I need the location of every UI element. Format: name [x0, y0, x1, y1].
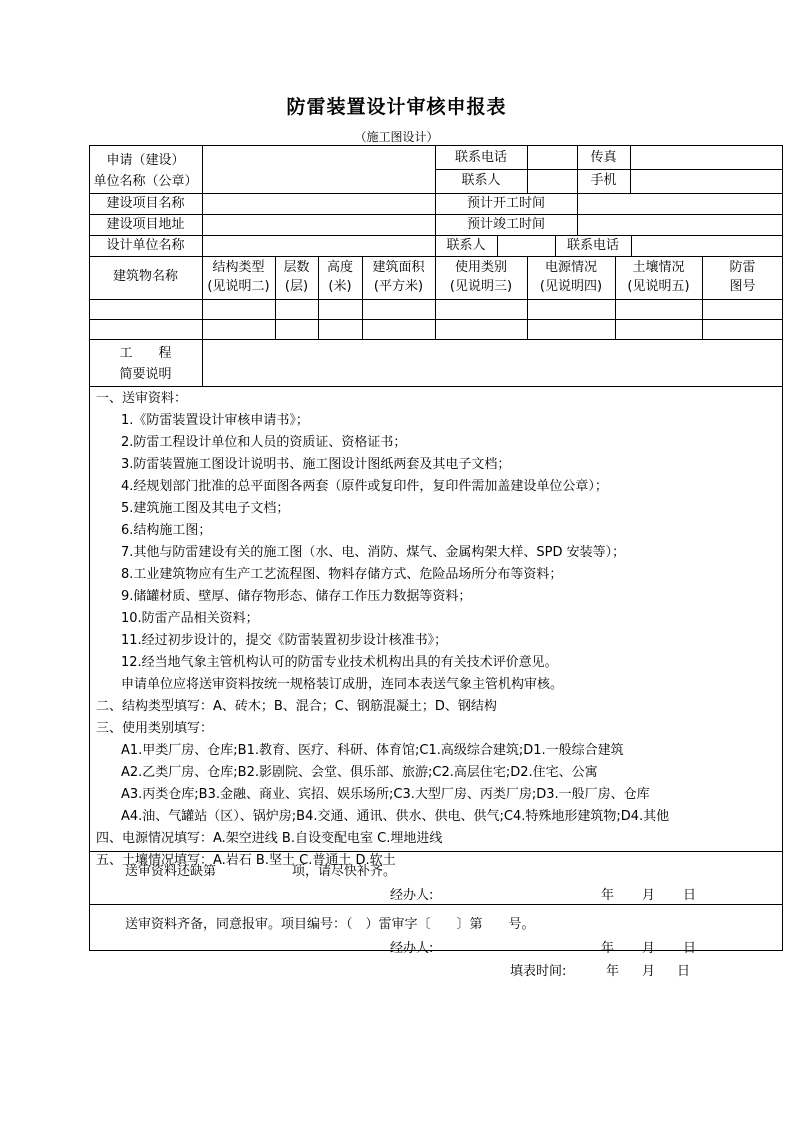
row-divider	[89, 339, 783, 340]
column-header-power: 电源情况	[544, 260, 597, 275]
row-divider	[89, 386, 783, 387]
applicant-label: 申请（建设）	[106, 153, 185, 168]
note-line: 11.经过初步设计的，提交《防雷装置初步设计核准书》；	[121, 633, 448, 648]
column-header-height: 高度	[326, 260, 353, 275]
note-line: 四、电源情况填写：A.架空进线 B.自设变配电室 C.埋地进线	[96, 831, 443, 846]
column-divider	[631, 235, 632, 256]
row-divider	[89, 235, 783, 236]
note-line: 9.储罐材质、壁厚、储存物形态、储存工作压力数据等资料；	[121, 589, 472, 604]
row-divider	[89, 214, 783, 215]
row-divider	[89, 193, 783, 194]
column-header-usage-note: (见说明三)	[449, 279, 513, 294]
contact-person-label: 联系人	[461, 173, 501, 188]
note-line: 3.防雷装置施工图设计说明书、施工图设计图纸两套及其电子文档；	[121, 457, 511, 472]
note-line: 2.防雷工程设计单位和人员的资质证、资格证书；	[121, 435, 407, 450]
note-line: 二、结构类型填写：A、砖木；B、混合；C、钢筋混凝土；D、钢结构	[96, 699, 497, 714]
column-header-height-unit: (米)	[328, 279, 352, 294]
month-label: 月	[642, 888, 656, 903]
row-divider	[89, 851, 783, 852]
note-line: A3.丙类仓库;B3.金融、商业、宾招、娱乐场所;C3.大型厂房、丙类厂房;D3.一般厂房、仓库	[121, 787, 650, 802]
note-line: 10.防雷产品相关资料；	[121, 611, 259, 626]
row-divider	[89, 299, 783, 300]
accept-text: 送审资料齐备，同意报审。项目编号：（ ）雷审字〔 〕第 号。	[125, 917, 535, 932]
column-header-area: 建筑面积	[372, 260, 425, 275]
note-line: 8.工业建筑物应有生产工艺流程图、物料存储方式、危险品场所分布等资料；	[121, 567, 563, 582]
column-header-soil: 土壤情况	[632, 260, 685, 275]
note-line: 5.建筑施工图及其电子文档；	[121, 501, 290, 516]
column-header-structure: 结构类型	[212, 260, 265, 275]
note-line: 五、土壤情况填写：A.岩石 B.坚土 C.普通土 D.软土	[96, 853, 396, 868]
day-label: 日	[683, 941, 697, 956]
note-line: A1.甲类厂房、仓库;B1.教育、医疗、科研、体育馆;C1.高级综合建筑;D1.一般综合建筑	[121, 743, 624, 758]
year-label: 年	[601, 888, 615, 903]
mobile-label: 手机	[590, 173, 617, 188]
year-label: 年	[601, 941, 615, 956]
fill-date-day: 日	[677, 964, 691, 979]
note-line: 1.《防雷装置设计审核申请书》；	[121, 413, 309, 428]
note-line: 三、使用类别填写：	[96, 721, 214, 736]
page-title: 防雷装置设计审核申报表	[286, 96, 507, 118]
column-header-building-name: 建筑物名称	[112, 269, 178, 284]
design-contact-phone-label: 联系电话	[566, 238, 619, 253]
fill-date-label: 填表时间:	[510, 964, 567, 979]
design-contact-person-label: 联系人	[446, 238, 486, 253]
month-label: 月	[642, 941, 656, 956]
planned-start-label: 预计开工时间	[466, 196, 545, 211]
column-header-area-unit: (平方米)	[373, 279, 424, 294]
column-header-floors-unit: (层)	[284, 279, 309, 294]
applicant-label-line2: 单位名称（公章）	[93, 174, 198, 189]
project-summary-label: 工 程	[119, 346, 172, 361]
project-address-label: 建设项目地址	[106, 217, 185, 232]
column-header-drawing-no: 图号	[729, 279, 756, 294]
note-line: 一、送审资料：	[96, 391, 188, 406]
note-line: 申请单位应将送审资料按统一规格装订成册，连同本表送气象主管机构审核。	[121, 677, 564, 692]
row-divider	[89, 904, 783, 905]
handler-label: 经办人:	[390, 888, 434, 903]
note-line: 12.经当地气象主管机构认可的防雷专业技术机构出具的有关技术评价意见。	[121, 655, 558, 670]
missing-text: 送审资料还缺第	[125, 864, 217, 879]
row-divider	[89, 319, 783, 320]
design-unit-label: 设计单位名称	[106, 238, 185, 253]
fill-date-month: 月	[642, 964, 656, 979]
day-label: 日	[683, 888, 697, 903]
column-header-structure-note: (见说明二)	[207, 279, 270, 294]
note-line: A2.乙类厂房、仓库;B2.影剧院、会堂、俱乐部、旅游;C2.高层住宅;D2.住宅、公寓	[121, 765, 598, 780]
project-name-label: 建设项目名称	[106, 196, 185, 211]
fill-date-year: 年	[606, 964, 620, 979]
column-header-usage: 使用类别	[454, 260, 507, 275]
fax-label: 传真	[590, 150, 617, 165]
column-divider	[527, 145, 528, 193]
handler-label: 经办人:	[390, 941, 434, 956]
row-divider	[435, 169, 783, 170]
contact-phone-label: 联系电话	[454, 150, 507, 165]
note-line: 7.其他与防雷建设有关的施工图（水、电、消防、煤气、金属构架大样、SPD 安装等）；	[121, 545, 626, 560]
page-subtitle: （施工图设计）	[354, 130, 439, 144]
note-line: 6.结构施工图；	[121, 523, 212, 538]
project-summary-label-line2: 简要说明	[119, 367, 172, 382]
note-line: 4.经规划部门批准的总平面图各两套（原件或复印件，复印件需加盖建设单位公章）；	[121, 479, 608, 494]
missing-text-2: 项，请尽快补齐。	[292, 864, 397, 879]
column-divider	[497, 235, 498, 256]
note-line: A4.油、气罐站（区）、锅炉房;B4.交通、通讯、供水、供电、供气;C4.特殊地形建筑物;D4.其他	[121, 809, 670, 824]
column-header-power-note: (见说明四)	[539, 279, 603, 294]
column-header-floors: 层数	[283, 260, 310, 275]
column-divider	[630, 145, 631, 193]
planned-completion-label: 预计竣工时间	[466, 217, 545, 232]
column-header-drawing: 防雷	[729, 260, 756, 275]
column-header-soil-note: (见说明五)	[627, 279, 690, 294]
row-divider	[89, 256, 783, 257]
